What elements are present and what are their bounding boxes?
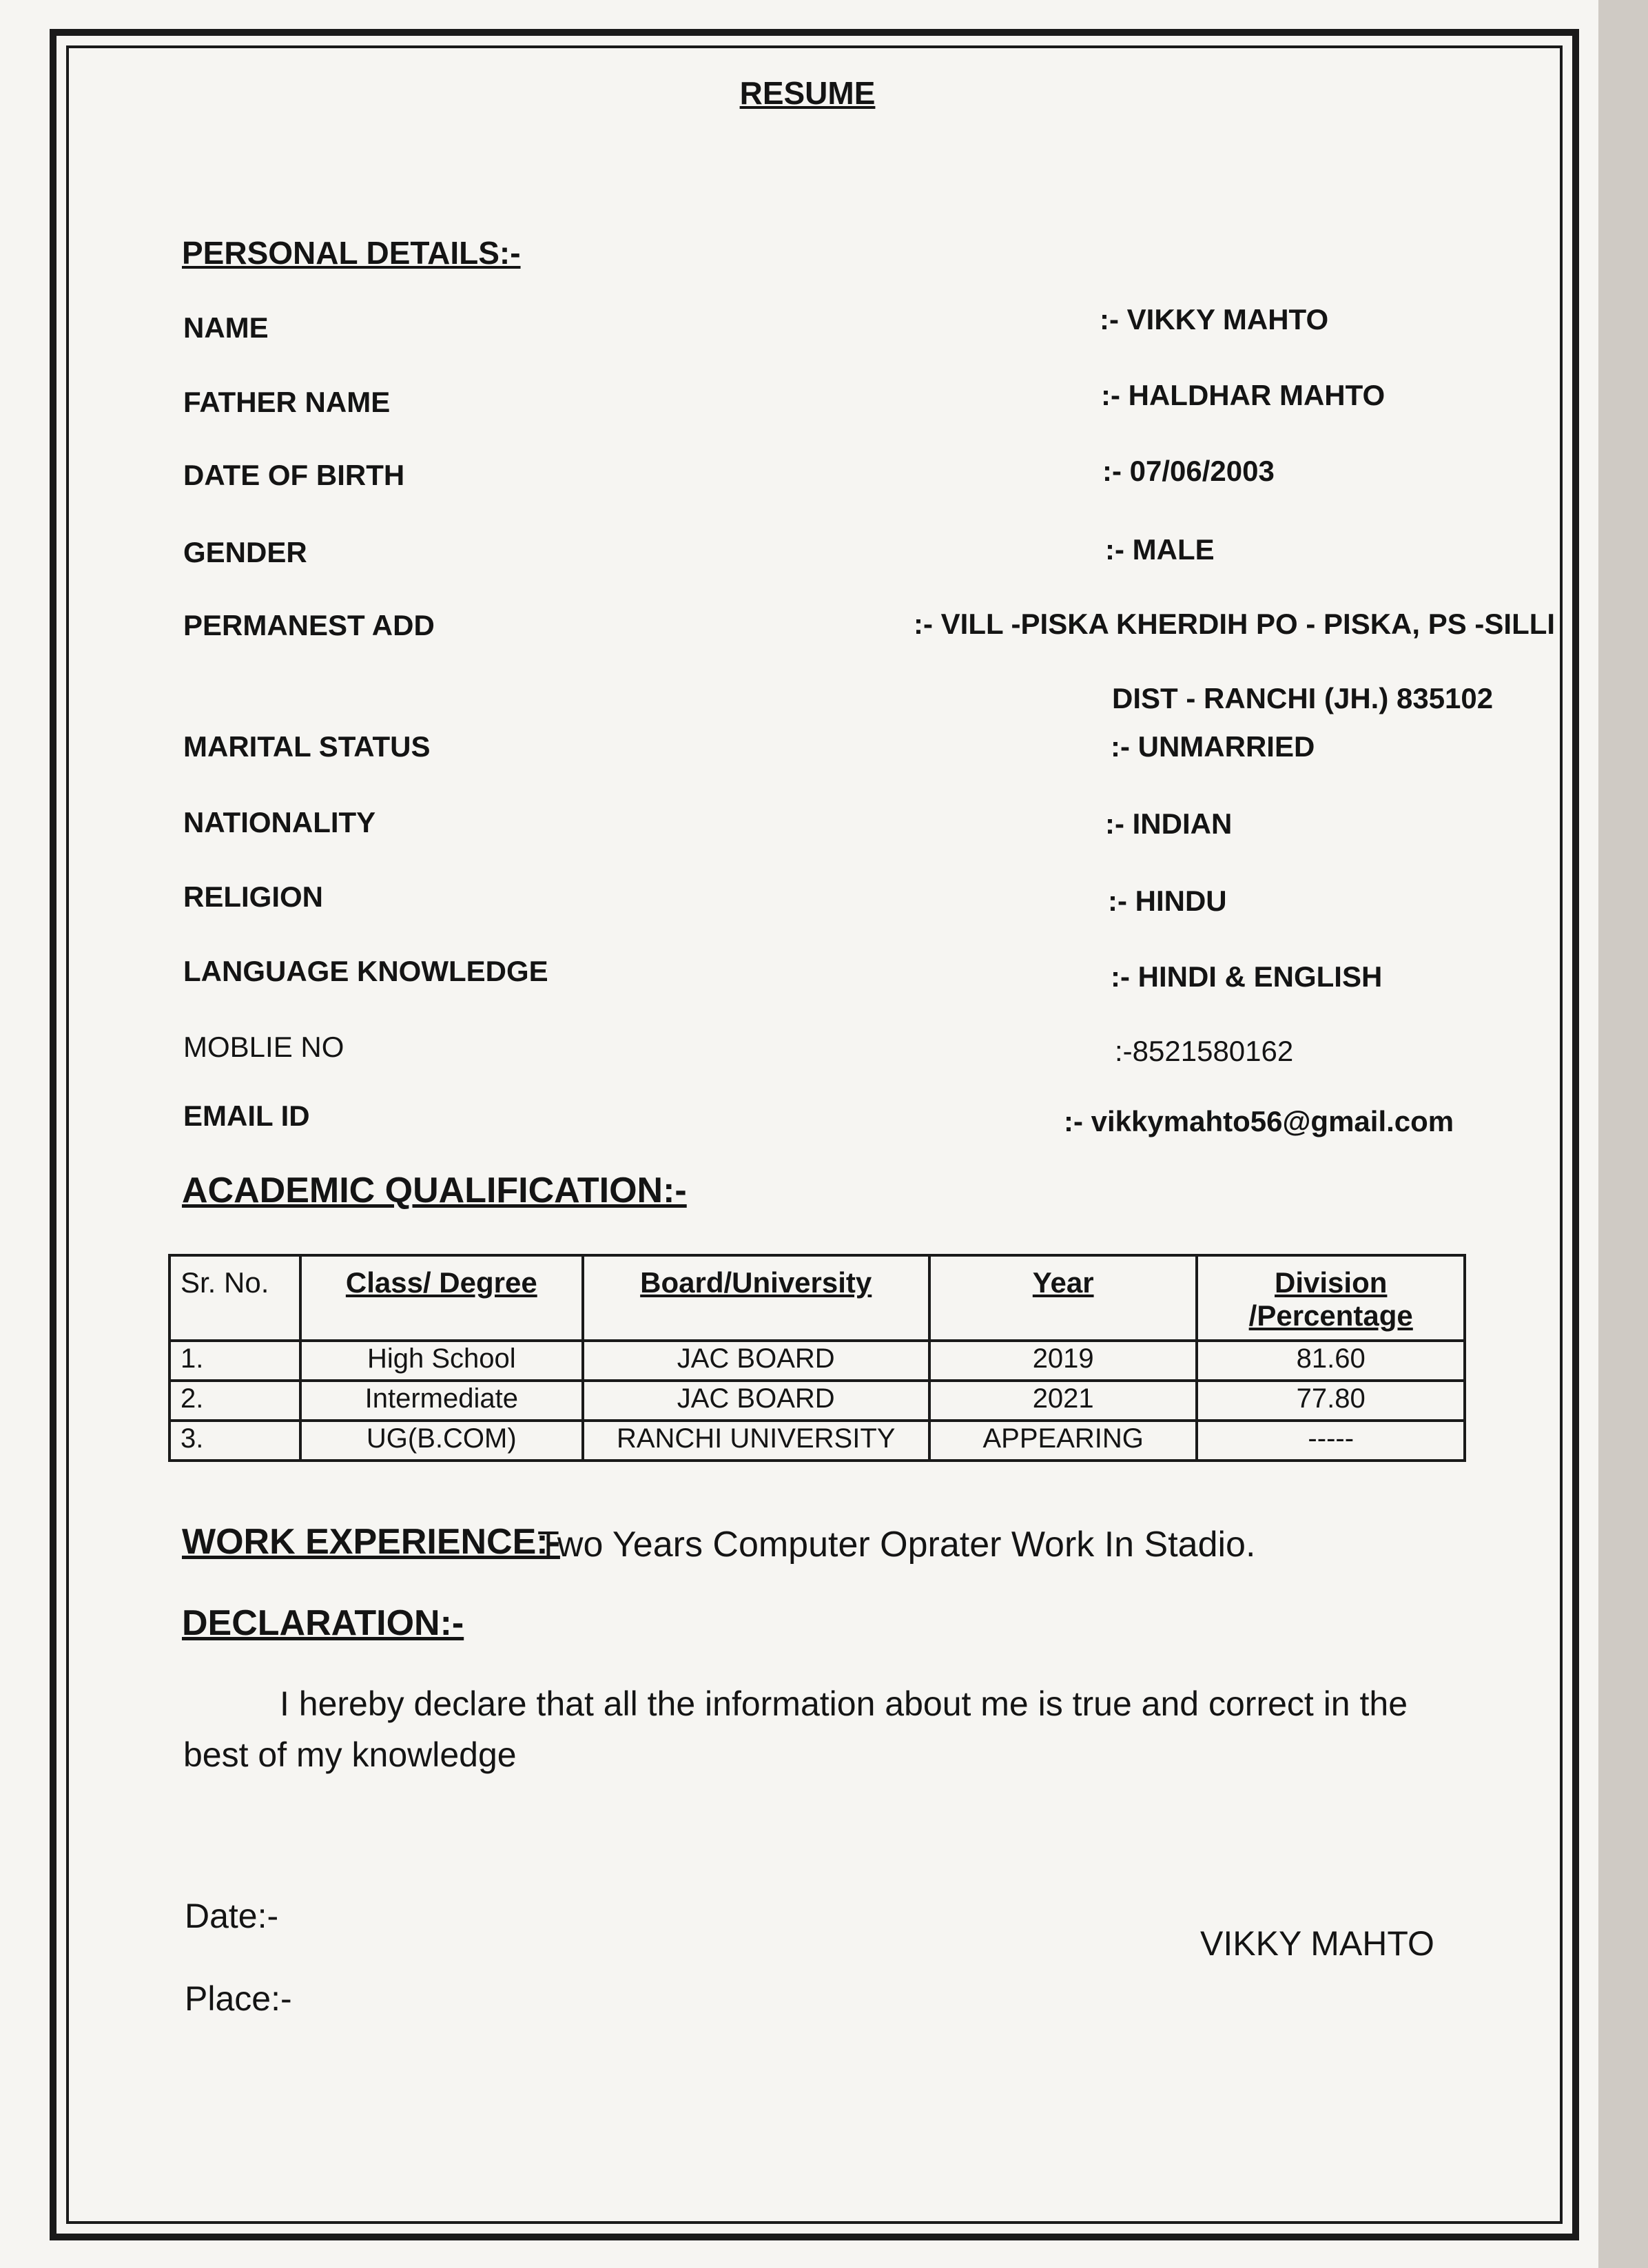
cell-board-university: RANCHI UNIVERSITY — [583, 1421, 929, 1461]
personal-details-heading: PERSONAL DETAILS:- — [182, 235, 521, 271]
qualification-table — [168, 1254, 1466, 1462]
dob-value: :- 07/06/2003 — [1102, 455, 1275, 487]
language-label: LANGUAGE KNOWLEDGE — [183, 955, 548, 987]
declaration-text: I hereby declare that all the information about me is true and correct in the best of my knowledge — [183, 1684, 1408, 1774]
cell-board-university: JAC BOARD — [583, 1341, 929, 1381]
name-label: NAME — [183, 311, 269, 344]
table-row — [169, 1341, 1465, 1381]
column-header-year: Year — [929, 1255, 1197, 1341]
column-header-class-degree: Class/ Degree — [300, 1255, 582, 1341]
marital-status-value: :- UNMARRIED — [1111, 730, 1315, 763]
date-label: Date:- — [185, 1897, 279, 1935]
cell-sr-no: 1. — [169, 1341, 300, 1381]
father-name-value: :- HALDHAR MAHTO — [1101, 379, 1386, 411]
address-value-line1: :- VILL -PISKA KHERDIH PO - PISKA, PS -SILLI — [914, 608, 1556, 640]
academic-heading: ACADEMIC QUALIFICATION:- — [182, 1171, 687, 1210]
work-experience-heading: WORK EXPERIENCE:- — [182, 1522, 560, 1562]
column-header-board-university: Board/University — [583, 1255, 929, 1341]
resume-title: RESUME — [739, 75, 876, 111]
cell-sr-no: 3. — [169, 1421, 300, 1461]
declaration-heading: DECLARATION:- — [182, 1603, 464, 1643]
address-label: PERMANEST ADD — [183, 609, 435, 641]
name-value: :- VIKKY MAHTO — [1100, 303, 1329, 336]
column-header-sr-no: Sr. No. — [169, 1255, 300, 1341]
table-row — [169, 1421, 1465, 1461]
place-label: Place:- — [185, 1979, 292, 2018]
religion-label: RELIGION — [183, 880, 324, 913]
gender-label: GENDER — [183, 536, 307, 568]
dob-label: DATE OF BIRTH — [183, 459, 405, 491]
cell-class-degree: Intermediate — [300, 1381, 582, 1421]
nationality-label: NATIONALITY — [183, 806, 376, 838]
email-label: EMAIL ID — [183, 1100, 310, 1132]
cell-year: 2021 — [929, 1381, 1197, 1421]
mobile-value: :-8521580162 — [1115, 1035, 1294, 1067]
mobile-label: MOBLIE NO — [183, 1031, 344, 1063]
email-value: :- vikkymahto56@gmail.com — [1064, 1105, 1454, 1137]
column-header-division-percentage: Division /Percentage — [1197, 1255, 1465, 1341]
table-row — [169, 1381, 1465, 1421]
table-header-row — [169, 1255, 1465, 1341]
cell-year: APPEARING — [929, 1421, 1197, 1461]
nationality-value: :- INDIAN — [1105, 807, 1233, 840]
religion-value: :- HINDU — [1108, 885, 1227, 917]
address-value-line2: DIST - RANCHI (JH.) 835102 — [1112, 682, 1494, 714]
cell-class-degree: High School — [300, 1341, 582, 1381]
signature-name: VIKKY MAHTO — [1200, 1924, 1434, 1963]
cell-percentage: 77.80 — [1197, 1381, 1465, 1421]
cell-board-university: JAC BOARD — [583, 1381, 929, 1421]
cell-percentage: ----- — [1197, 1421, 1465, 1461]
language-value: :- HINDI & ENGLISH — [1111, 960, 1383, 993]
cell-year: 2019 — [929, 1341, 1197, 1381]
cell-class-degree: UG(B.COM) — [300, 1421, 582, 1461]
marital-status-label: MARITAL STATUS — [183, 730, 431, 763]
father-name-label: FATHER NAME — [183, 386, 391, 418]
cell-percentage: 81.60 — [1197, 1341, 1465, 1381]
gender-value: :- MALE — [1105, 533, 1215, 566]
work-experience-text: Two Years Computer Oprater Work In Stadio. — [537, 1525, 1256, 1565]
cell-sr-no: 2. — [169, 1381, 300, 1421]
